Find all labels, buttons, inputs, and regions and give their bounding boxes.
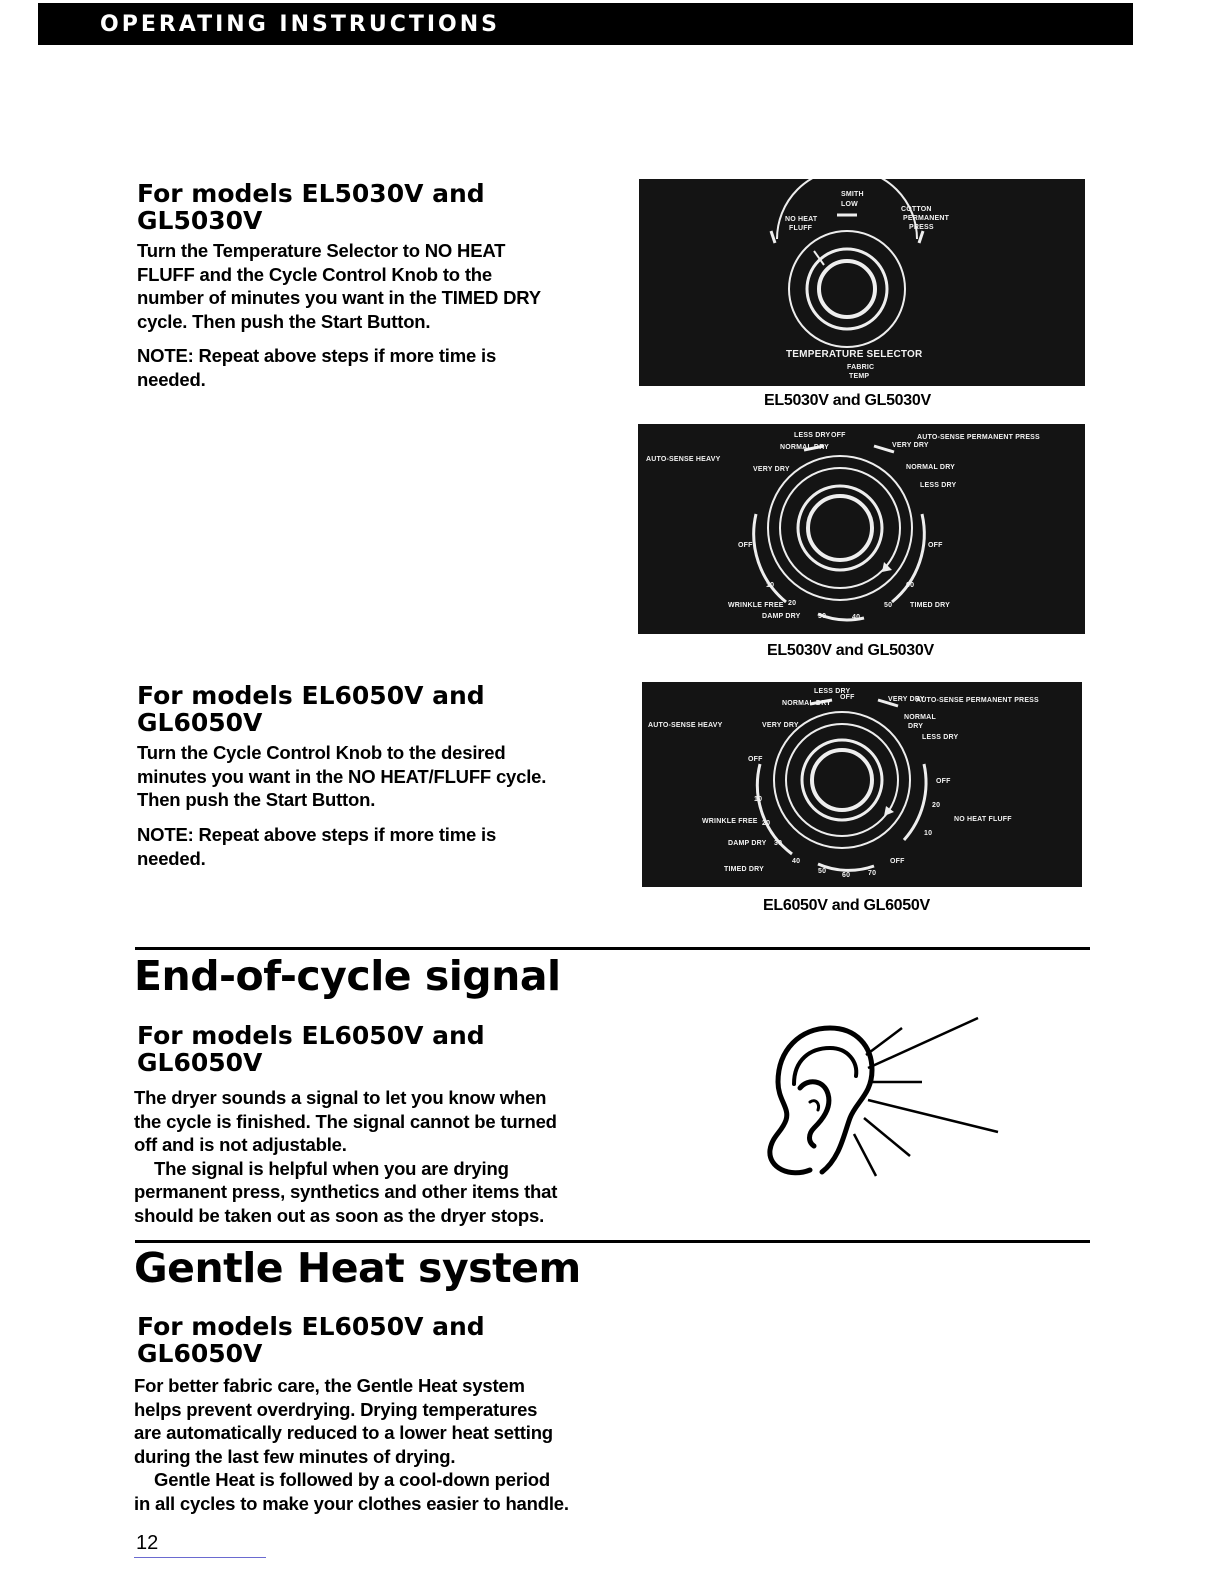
label-30: 30 — [818, 613, 827, 620]
label-small: SMITH — [841, 191, 864, 198]
body-line: number of minutes you want in the TIMED DRY — [137, 287, 541, 308]
body-line: Then push the Start Button. — [137, 789, 376, 810]
section1-note — [137, 344, 496, 391]
note-label: NOTE: — [137, 824, 194, 845]
section2-note — [137, 823, 496, 870]
note-text: Repeat above steps if more time is — [193, 824, 497, 845]
label-wrinkle-free: WRINKLE FREE — [702, 818, 758, 825]
label-less-dry: LESS DRY — [794, 432, 831, 439]
section2-heading-line2: GL6050V — [137, 708, 263, 737]
label-off-left: OFF — [748, 756, 763, 763]
label-30: 30 — [774, 840, 783, 847]
page-number: 12 — [136, 1532, 159, 1554]
label-low: LOW — [841, 201, 858, 208]
body-line: The signal is helpful when you are drying — [154, 1157, 509, 1179]
note-text: Repeat above steps if more time is — [193, 345, 497, 366]
label-10: 10 — [754, 796, 763, 803]
label-20: 20 — [762, 820, 771, 827]
body-line: permanent press, synthetics and other items that — [134, 1181, 558, 1202]
end-of-cycle-heading — [137, 1022, 485, 1076]
label-normal-dry: NORMAL DRY — [782, 700, 832, 707]
label-damp-dry: DAMP DRY — [762, 613, 801, 620]
body-line: Turn the Temperature Selector to NO HEAT — [137, 240, 506, 261]
body-line: Gentle Heat is followed by a cool-down period — [154, 1469, 550, 1490]
label-cotton: COTTON — [901, 206, 932, 213]
label-permanent: PERMANENT — [903, 215, 950, 222]
section2-body — [137, 741, 546, 812]
label-off-right: OFF — [936, 778, 951, 785]
body-line: minutes you want in the NO HEAT/FLUFF cycle. — [137, 765, 547, 787]
label-20-right: 20 — [932, 802, 941, 809]
section1-heading-line2: GL5030V — [137, 206, 263, 235]
heading-line2: GL6050V — [137, 1339, 263, 1368]
section2-heading-line1: For models EL6050V and — [137, 681, 485, 710]
label-damp-dry: DAMP DRY — [728, 840, 767, 847]
cycle-knob-6050-drawing — [642, 682, 1082, 887]
label-less-right: LESS DRY — [922, 734, 959, 741]
label-60: 60 — [842, 872, 851, 879]
body-line: helps prevent overdrying. Drying temperatures — [134, 1398, 538, 1420]
section1-heading — [137, 180, 485, 234]
label-normal-right: NORMAL — [904, 714, 936, 721]
figure-caption: EL6050V and GL6050V — [763, 897, 930, 914]
ear-illustration — [760, 1010, 1010, 1190]
label-10: 10 — [766, 582, 775, 589]
label-very-dry-top: VERY DRY — [888, 696, 925, 703]
body-line: are automatically reduced to a lower heat setting — [134, 1422, 553, 1443]
label-40: 40 — [792, 858, 801, 865]
label-50: 50 — [884, 602, 893, 609]
label-no-heat-fluff: NO HEAT FLUFF — [954, 816, 1012, 823]
label-normal-dry-right: NORMAL DRY — [906, 464, 956, 471]
label-wrinkle-free: WRINKLE FREE — [728, 602, 784, 609]
body-line: should be taken out as soon as the dryer stops. — [134, 1204, 545, 1226]
heading-line2: GL6050V — [137, 1048, 263, 1077]
label-off-bottom: OFF — [890, 858, 905, 865]
body-line: the cycle is finished. The signal cannot be turned — [134, 1110, 557, 1132]
temperature-selector-figure — [639, 179, 1085, 386]
note-text: needed. — [137, 368, 206, 390]
figure-caption: EL5030V and GL5030V — [764, 392, 931, 409]
label-very-dry-left: VERY DRY — [762, 722, 799, 729]
label-auto-sense-permanent-press: AUTO-SENSE PERMANENT PRESS — [917, 434, 1040, 441]
body-line: FLUFF and the Cycle Control Knob to the — [137, 263, 492, 285]
label-timed-dry: TIMED DRY — [724, 866, 765, 873]
gentle-heat-body — [134, 1374, 569, 1515]
label-temperature-selector: TEMPERATURE SELECTOR — [786, 349, 923, 360]
cycle-control-6050-figure — [642, 682, 1082, 887]
heading-line1: For models EL6050V and — [137, 1312, 485, 1341]
body-line: off and is not adjustable. — [134, 1134, 347, 1155]
body-line: in all cycles to make your clothes easier to handle. — [134, 1492, 569, 1514]
label-very-dry-right: VERY DRY — [892, 442, 929, 449]
note-text: needed. — [137, 847, 206, 869]
heading-line1: For models EL6050V and — [137, 1021, 485, 1050]
label-70: 70 — [868, 870, 877, 877]
section1-body — [137, 239, 541, 333]
label-less-dry: LESS DRY — [814, 688, 851, 695]
label-10-right: 10 — [924, 830, 933, 837]
section2-heading — [137, 682, 485, 736]
section-rule — [135, 1240, 1090, 1243]
body-line: The dryer sounds a signal to let you know when — [134, 1087, 547, 1108]
label-40: 40 — [852, 614, 861, 621]
label-fabric: FABRIC — [847, 364, 875, 371]
section-rule — [135, 947, 1090, 950]
end-of-cycle-body — [134, 1086, 557, 1227]
note-label: NOTE: — [137, 345, 194, 366]
label-auto-sense-heavy: AUTO-SENSE HEAVY — [646, 456, 721, 463]
label-press: PRESS — [909, 224, 934, 231]
body-line: cycle. Then push the Start Button. — [137, 310, 431, 332]
label-normal-dry-left: NORMAL DRY — [780, 444, 830, 451]
label-very-dry-left: VERY DRY — [753, 466, 790, 473]
page-number-underline — [134, 1557, 266, 1558]
label-50: 50 — [818, 868, 827, 875]
label-fluff: FLUFF — [789, 225, 813, 232]
cycle-control-5030-figure — [638, 424, 1085, 634]
label-off-right: OFF — [928, 542, 943, 549]
header-bar — [38, 3, 1133, 45]
label-auto-sense-heavy: AUTO-SENSE HEAVY — [648, 722, 723, 729]
label-off-top: OFF — [831, 432, 846, 439]
section1-heading-line1: For models EL5030V and — [137, 179, 485, 208]
end-of-cycle-title: End-of-cycle signal — [134, 952, 561, 1000]
figure-caption: EL5030V and GL5030V — [767, 642, 934, 659]
label-timed-dry: TIMED DRY — [910, 602, 951, 609]
label-no-heat: NO HEAT — [785, 216, 818, 223]
label-less-dry-right: LESS DRY — [920, 482, 957, 489]
header-title: OPERATING INSTRUCTIONS — [100, 12, 500, 37]
body-line: Turn the Cycle Control Knob to the desired — [137, 742, 506, 763]
label-off-top: OFF — [840, 694, 855, 701]
label-off-left: OFF — [738, 542, 753, 549]
label-dry-right: DRY — [908, 723, 924, 730]
label-20: 20 — [788, 600, 797, 607]
body-line: For better fabric care, the Gentle Heat system — [134, 1375, 525, 1396]
gentle-heat-heading — [137, 1313, 485, 1367]
label-auto-sense-permanent-press: AUTO-SENSE PERMANENT PRESS — [916, 697, 1039, 704]
label-60: 60 — [906, 582, 915, 589]
body-line: during the last few minutes of drying. — [134, 1445, 456, 1467]
label-temp: TEMP — [849, 373, 870, 380]
gentle-heat-title: Gentle Heat system — [134, 1244, 581, 1292]
